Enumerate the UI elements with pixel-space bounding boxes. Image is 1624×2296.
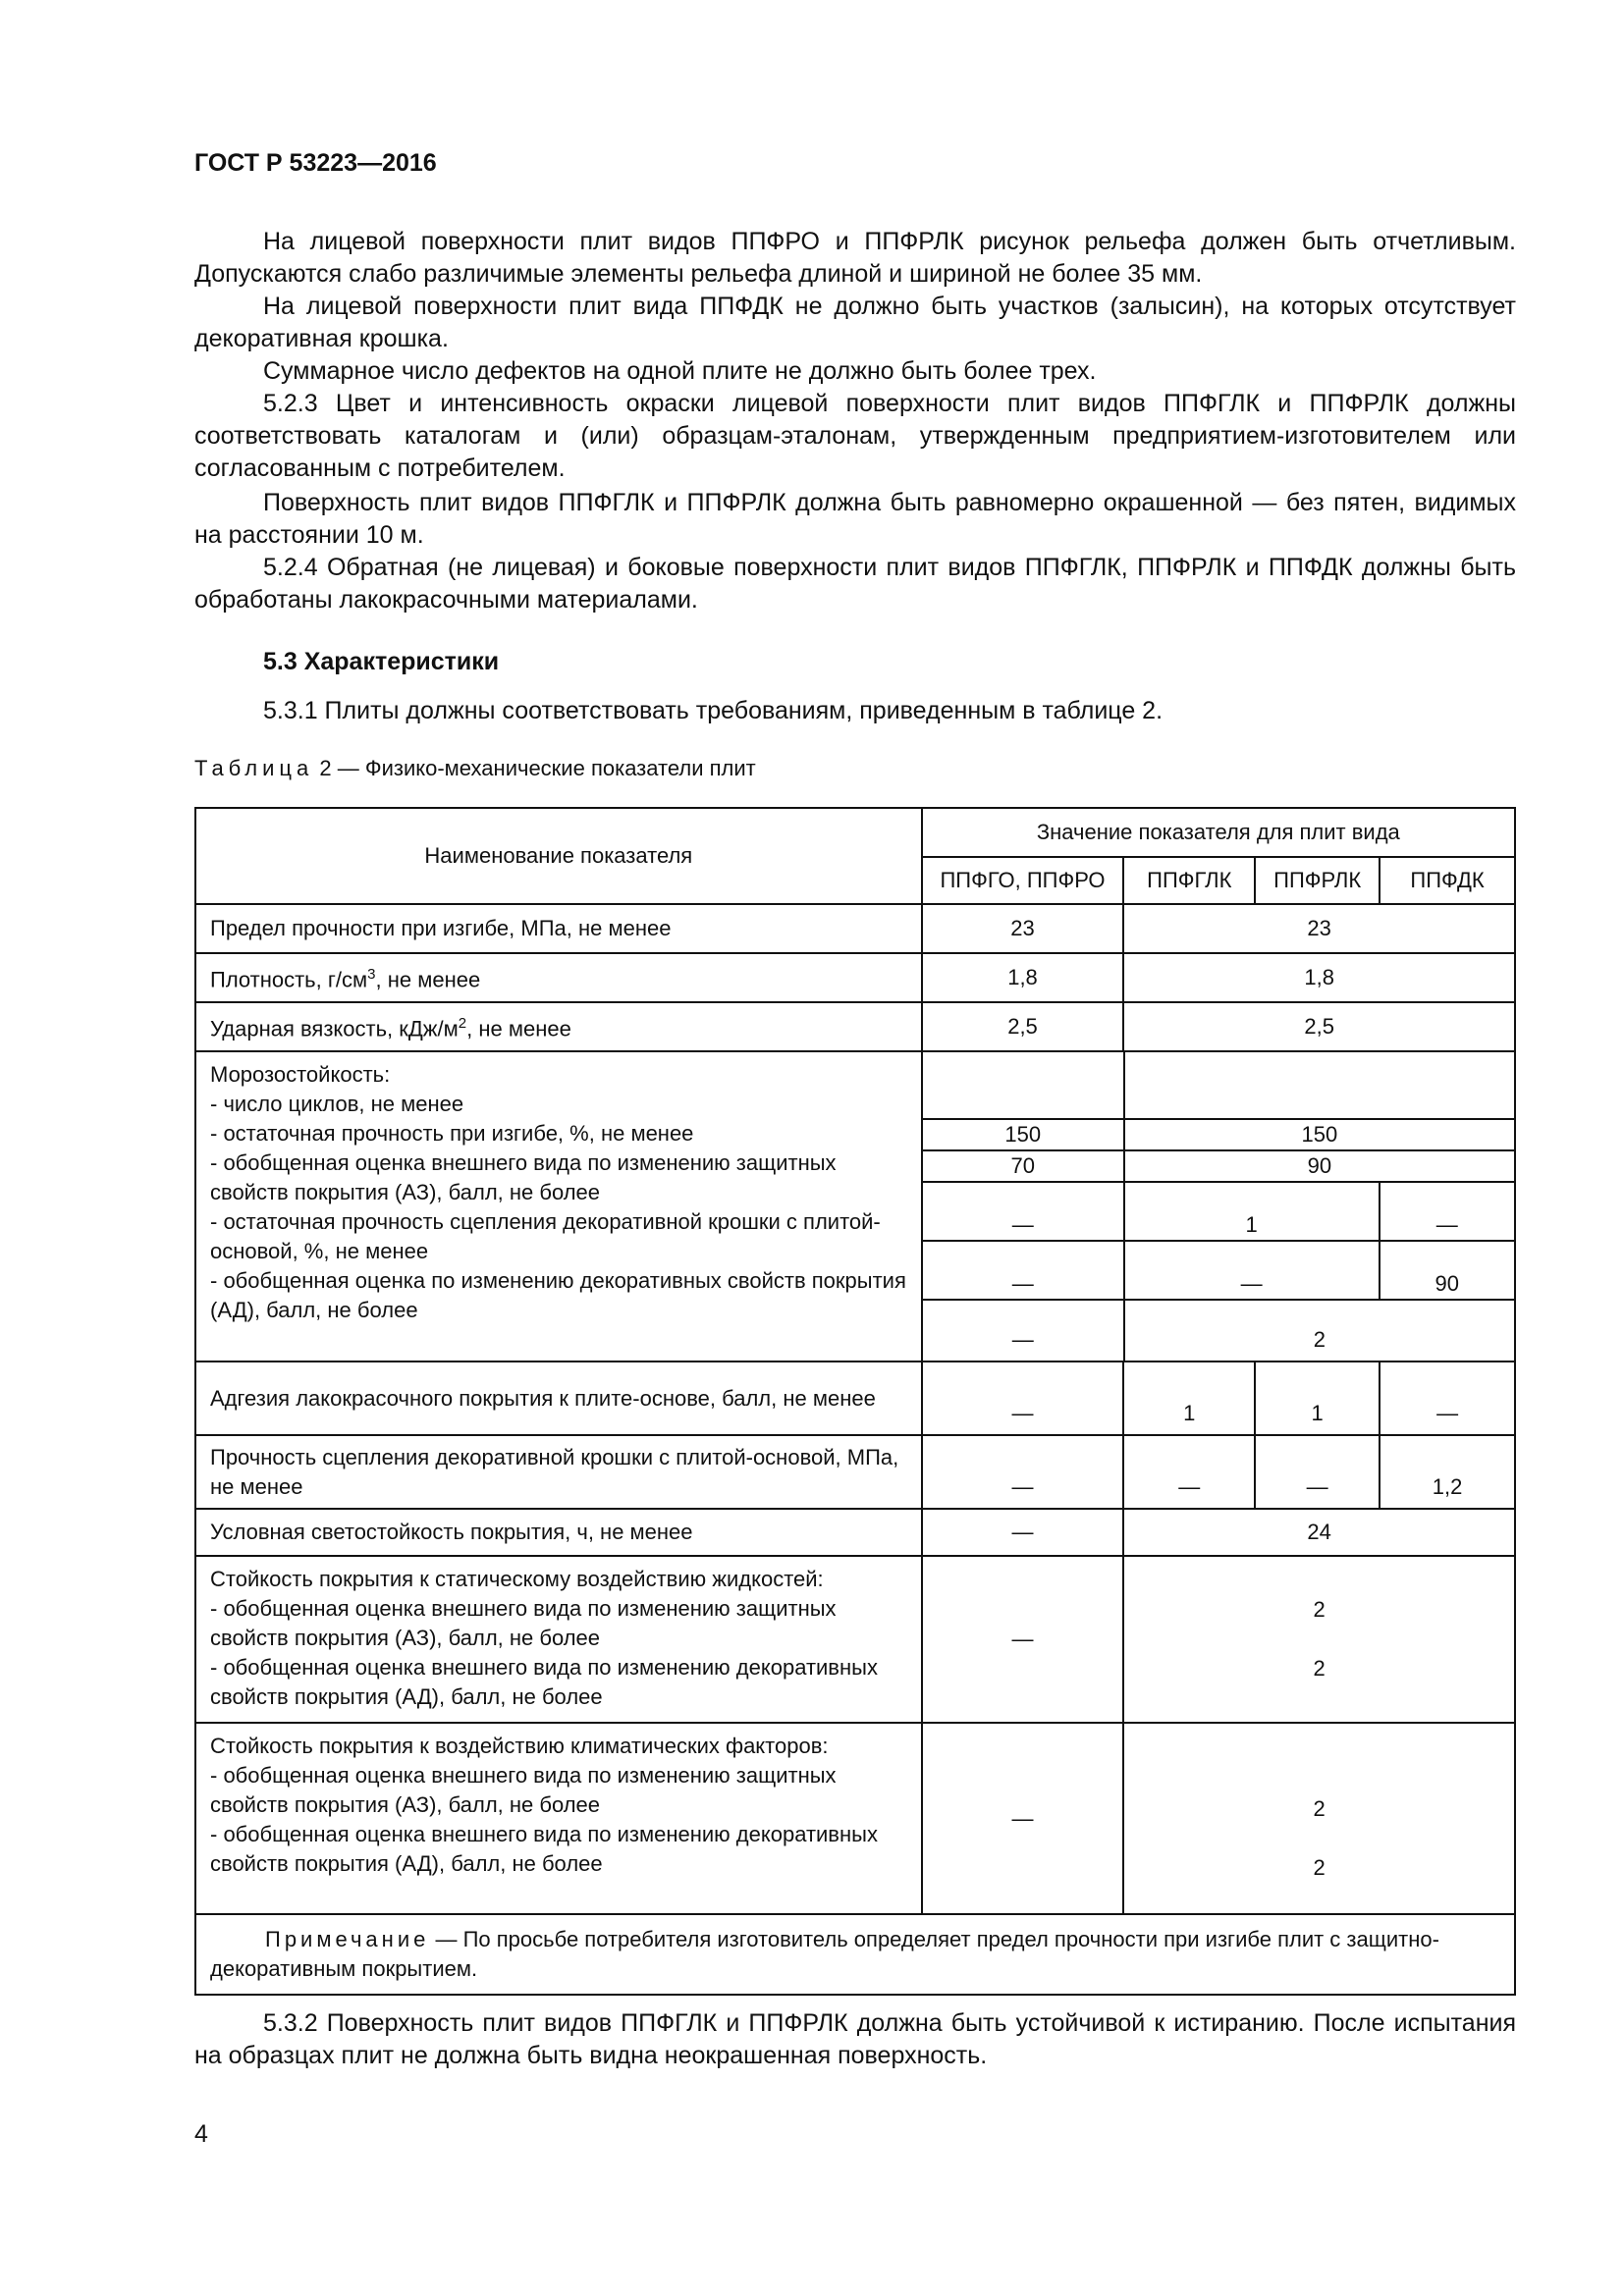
row-value: — [922,1435,1124,1509]
table-note [195,1914,1515,1995]
row-name: Прочность сцепления декоративной крошки с плитой-основой, МПа, не менее [195,1435,922,1509]
row-value: 23 [1123,904,1515,953]
table-row [195,1435,1515,1509]
row-name: Стойкость покрытия к воздействию климатических факторов: - обобщенная оценка внешнего вида по изменению защитных свойств покрытия (АЗ), балл, не более - обобщенная оценка внешнего вида по изменению декоративных свойств покрытия (АД), балл, не более [195,1723,922,1914]
row-name: Плотность, $г/см^3$, не менее [195,953,922,1002]
row-value: 1,8 [922,953,1124,1002]
row-value: 1 [1123,1362,1255,1435]
table-row [195,1362,1515,1435]
row-name: Адгезия лакокрасочного покрытия к плите-основе, балл, не менее [195,1362,922,1435]
paragraph: На лицевой поверхности плит видов ППФРО и ППФРЛК рисунок рельефа должен быть отчетливым. Допускаются слабо различимые элементы рельефа длиной и шириной не более 35 мм. [194,228,1516,288]
table-row [195,904,1515,953]
note-label: Примечание [265,1927,430,1951]
row-value: 1,8 [1123,953,1515,1002]
table-row [195,1723,1515,1914]
section-intro: 5.3.1 Плиты должны соответствовать требованиям, приведенным в таблице 2. [263,697,1164,724]
row-value: — [1255,1435,1380,1509]
table-row [195,1509,1515,1556]
caption-label: Таблица [194,756,314,780]
header-name: Наименование показателя [195,808,922,904]
paragraph: Суммарное число дефектов на одной плите не должно быть более трех. [263,357,1097,385]
row-name: Стойкость покрытия к статическому воздействию жидкостей: - обобщенная оценка внешнего вида по изменению защитных свойств покрытия (АЗ), балл, не более - обобщенная оценка внешнего вида по изменению декоративных свойств покрытия (АД), балл, не более [195,1556,922,1723]
row-value: 2,5 [922,1002,1124,1051]
row-value: — [922,1723,1124,1914]
table-note-row [195,1914,1515,1995]
document-header: ГОСТ Р 53223—2016 [194,149,437,177]
paragraph: На лицевой поверхности плит вида ППФДК не должно быть участков (залысин), на которых отсутствует декоративная крошка. [194,293,1516,352]
row-value: 24 [1123,1509,1515,1556]
row-value: — [1123,1435,1255,1509]
row-value: 23 [922,904,1124,953]
table-row [195,953,1515,1002]
paragraph: 5.2.3 Цвет и интенсивность окраски лицевой поверхности плит видов ППФГЛК и ППФРЛК должны соответствовать каталогам и (или) образцам-эталонам, утвержденным предприятием-изготовителем или согласованным с потребителем. [194,390,1516,482]
row-value: — [1380,1362,1515,1435]
row-name: Предел прочности при изгибе, МПа, не менее [195,904,922,953]
paragraph: 5.2.4 Обратная (не лицевая) и боковые поверхности плит видов ППФГЛК, ППФРЛК и ППФДК должны быть обработаны лакокрасочными материалами. [194,554,1516,614]
section-heading: 5.3 Характеристики [263,648,500,675]
row-value: 2 2 [1123,1723,1515,1914]
row-name: Условная светостойкость покрытия, ч, не менее [195,1509,922,1556]
header-col-3: ППФРЛК [1255,857,1380,904]
row-value: 2 2 [1123,1556,1515,1723]
header-col-2: ППФГЛК [1123,857,1255,904]
row-value: 1 [1255,1362,1380,1435]
note-text: — По просьбе потребителя изготовитель определяет предел прочности при изгибе плит с защитно-декоративным покрытием. [210,1927,1439,1981]
row-value: — [922,1556,1124,1723]
header-col-1: ППФГО, ППФРО [922,857,1124,904]
row-value: — [922,1362,1124,1435]
table-row [195,1556,1515,1723]
table-row [195,1002,1515,1051]
frost-names: Морозостойкость: - число циклов, не менее - остаточная прочность при изгибе, %, не менее - обобщенная оценка внешнего вида по изменению защитных свойств покрытия (АЗ), балл, не более - остаточная прочность сцепления декоративной крошки с плитой-основой, %, не менее - обобщенная оценка по изменению декоративных свойств покрытия (АД), балл, не более [195,1051,922,1362]
header-col-4: ППФДК [1380,857,1515,904]
frost-values [922,1051,1515,1362]
frost-subtable: 150 150 70 90 — 1 — — — 90 — 2 [923,1052,1514,1361]
paragraph-after: 5.3.2 Поверхность плит видов ППФГЛК и ППФРЛК должна быть устойчивой к истиранию. После испытания на образцах плит не должна быть видна неокрашенная поверхность. [194,2009,1516,2069]
row-name: Ударная вязкость, кДж/$м^2$, не менее [195,1002,922,1051]
table-row-frost [195,1051,1515,1362]
page-number: 4 [194,2120,208,2148]
header-group: Значение показателя для плит вида [922,808,1515,857]
row-value: — [922,1509,1124,1556]
caption-text: 2 — Физико-механические показатели плит [319,756,756,780]
table-header-row [195,808,1515,857]
table-caption [194,756,756,781]
row-value: 1,2 [1380,1435,1515,1509]
row-value: 2,5 [1123,1002,1515,1051]
paragraph: Поверхность плит видов ППФГЛК и ППФРЛК должна быть равномерно окрашенной — без пятен, видимых на расстоянии 10 м. [194,489,1516,549]
properties-table [194,807,1516,1996]
